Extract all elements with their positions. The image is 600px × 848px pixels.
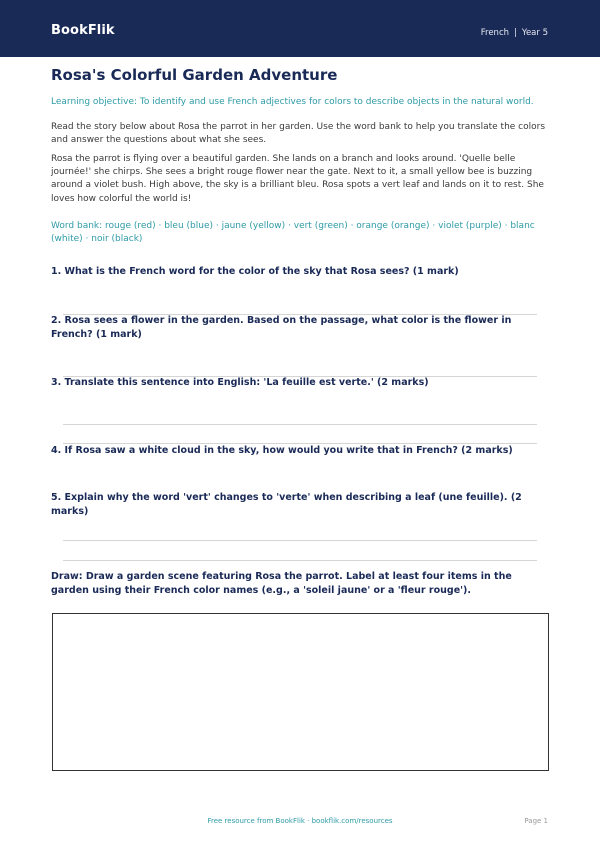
drawing-area[interactable] — [52, 613, 549, 771]
question-4: 4. If Rosa saw a white cloud in the sky, how would you write that in French? (2 marks) — [51, 445, 513, 456]
footer-link[interactable]: Free resource from BookFlik · bookflik.com/resources — [207, 817, 393, 825]
question-1: 1. What is the French word for the color of the sky that Rosa sees? (1 mark) — [51, 266, 459, 277]
draw-task-prompt: Draw: Draw a garden scene featuring Rosa the parrot. Label at least four items in the garden using their French color names (e.g., a 'soleil jaune' or a 'fleur rouge'). — [51, 571, 512, 596]
meta-separator: | — [514, 28, 517, 38]
instructions-paragraph: Read the story below about Rosa the parrot in her garden. Use the word bank to help you translate the colors and answer the questions about what she sees. — [51, 122, 546, 146]
subject-year-meta — [481, 28, 548, 38]
page-header — [0, 0, 600, 57]
answer-line[interactable] — [63, 424, 537, 425]
worksheet-title: Rosa's Colorful Garden Adventure — [51, 66, 338, 84]
question-2: 2. Rosa sees a flower in the garden. Based on the passage, what color is the flower in French? (1 mark) — [51, 315, 512, 340]
question-5: 5. Explain why the word 'vert' changes to 'verte' when describing a leaf (une feuille). (2 marks) — [51, 492, 522, 517]
answer-line[interactable] — [63, 560, 537, 561]
brand-logo[interactable]: BookFlik — [51, 23, 115, 38]
learning-objective: Learning objective: To identify and use French adjectives for colors to describe objects in the natural world. — [51, 97, 534, 107]
page-number: Page 1 — [524, 817, 548, 825]
word-bank: Word bank: rouge (red) · bleu (blue) · jaune (yellow) · vert (green) · orange (orange) · violet (purple) · blanc (white) · noir (black) — [51, 221, 535, 245]
answer-line[interactable] — [63, 540, 537, 541]
question-3: 3. Translate this sentence into English: 'La feuille est verte.' (2 marks) — [51, 377, 429, 388]
year-label: Year 5 — [521, 28, 548, 38]
story-passage: Rosa the parrot is flying over a beautiful garden. She lands on a branch and looks around. 'Quelle belle journée!' she chirps. She sees a bright rouge flower near the gate. Next to it, a small yellow bee is buzzing around a violet bush. High above, the sky is a brilliant bleu. Rosa spots a vert leaf and lands on it to rest. She loves how colorful the world is! — [51, 154, 544, 204]
subject-label: French — [480, 28, 510, 38]
